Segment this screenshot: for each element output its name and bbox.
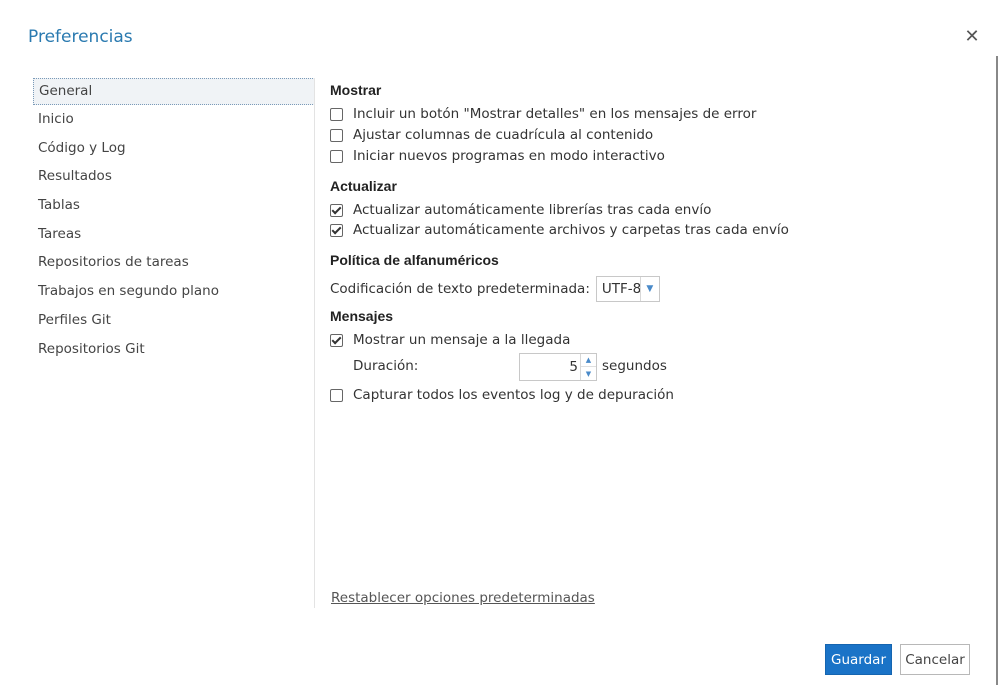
- option-label: Actualizar automáticamente librerías tras cada envío: [353, 202, 712, 218]
- section-title-actualizar: Actualizar: [330, 178, 397, 194]
- encoding-select[interactable]: [596, 276, 660, 302]
- encoding-value: UTF-8: [601, 281, 642, 297]
- section-title-politica: Política de alfanuméricos: [330, 252, 499, 268]
- option-interactive-mode[interactable]: [330, 146, 665, 166]
- encoding-label: Codificación de texto predeterminada:: [330, 281, 590, 297]
- sidebar-item-resultados[interactable]: Resultados: [38, 168, 112, 185]
- option-label: Capturar todos los eventos log y de depuración: [353, 387, 674, 403]
- sidebar-item-codigo-y-log[interactable]: Código y Log: [38, 139, 126, 156]
- duration-label: Duración:: [353, 358, 419, 374]
- sidebar-item-repositorios-de-tareas[interactable]: Repositorios de tareas: [38, 254, 189, 271]
- sidebar-item-perfiles-git[interactable]: Perfiles Git: [38, 311, 111, 328]
- checkbox-checked[interactable]: [330, 224, 343, 237]
- sidebar-item-tablas[interactable]: Tablas: [38, 197, 80, 214]
- option-fit-grid-columns[interactable]: [330, 125, 653, 145]
- checkbox[interactable]: [330, 108, 343, 121]
- sidebar-nav: [33, 78, 315, 363]
- right-scroll-edge: [996, 56, 998, 685]
- option-label: Ajustar columnas de cuadrícula al contenido: [353, 127, 654, 143]
- save-button[interactable]: Guardar: [825, 644, 892, 675]
- section-title-mostrar: Mostrar: [330, 82, 382, 98]
- option-label: Incluir un botón "Mostrar detalles" en los mensajes de error: [353, 106, 757, 122]
- option-label: Mostrar un mensaje a la llegada: [353, 332, 571, 348]
- dialog-title: Preferencias: [28, 27, 133, 47]
- chevron-down-icon[interactable]: ▼: [640, 277, 659, 301]
- duration-value[interactable]: 5: [569, 359, 578, 375]
- section-title-mensajes: Mensajes: [330, 308, 394, 324]
- option-show-message[interactable]: [330, 330, 570, 350]
- sidebar-item-inicio[interactable]: Inicio: [38, 111, 74, 127]
- option-show-details-button[interactable]: [330, 104, 756, 124]
- checkbox[interactable]: [330, 129, 343, 142]
- option-refresh-libraries[interactable]: [330, 200, 711, 220]
- chevron-up-icon[interactable]: ▲: [581, 354, 596, 367]
- option-label: Actualizar automáticamente archivos y carpetas tras cada envío: [353, 222, 789, 238]
- sidebar-item-trabajos-segundo-plano[interactable]: Trabajos en segundo plano: [38, 283, 219, 300]
- sidebar-item-repositorios-git[interactable]: Repositorios Git: [38, 340, 145, 357]
- reset-defaults-link[interactable]: Restablecer opciones predeterminadas: [331, 590, 595, 606]
- panel-divider: [314, 78, 315, 608]
- checkbox-checked[interactable]: [330, 334, 343, 347]
- duration-unit: segundos: [602, 358, 667, 374]
- option-label: Iniciar nuevos programas en modo interactivo: [353, 148, 665, 164]
- chevron-down-icon[interactable]: ▼: [585, 369, 592, 378]
- checkbox[interactable]: [330, 150, 343, 163]
- encoding-row: [330, 276, 660, 302]
- cancel-button[interactable]: Cancelar: [900, 644, 970, 675]
- duration-stepper[interactable]: [519, 353, 597, 381]
- checkbox[interactable]: [330, 389, 343, 402]
- option-refresh-files[interactable]: [330, 220, 789, 240]
- close-icon[interactable]: ✕: [964, 26, 980, 47]
- sidebar-item-general[interactable]: General: [33, 78, 315, 105]
- checkbox-checked[interactable]: [330, 204, 343, 217]
- stepper-buttons: [580, 354, 596, 380]
- option-capture-log-events[interactable]: [330, 385, 674, 405]
- sidebar-item-tareas[interactable]: Tareas: [38, 225, 82, 242]
